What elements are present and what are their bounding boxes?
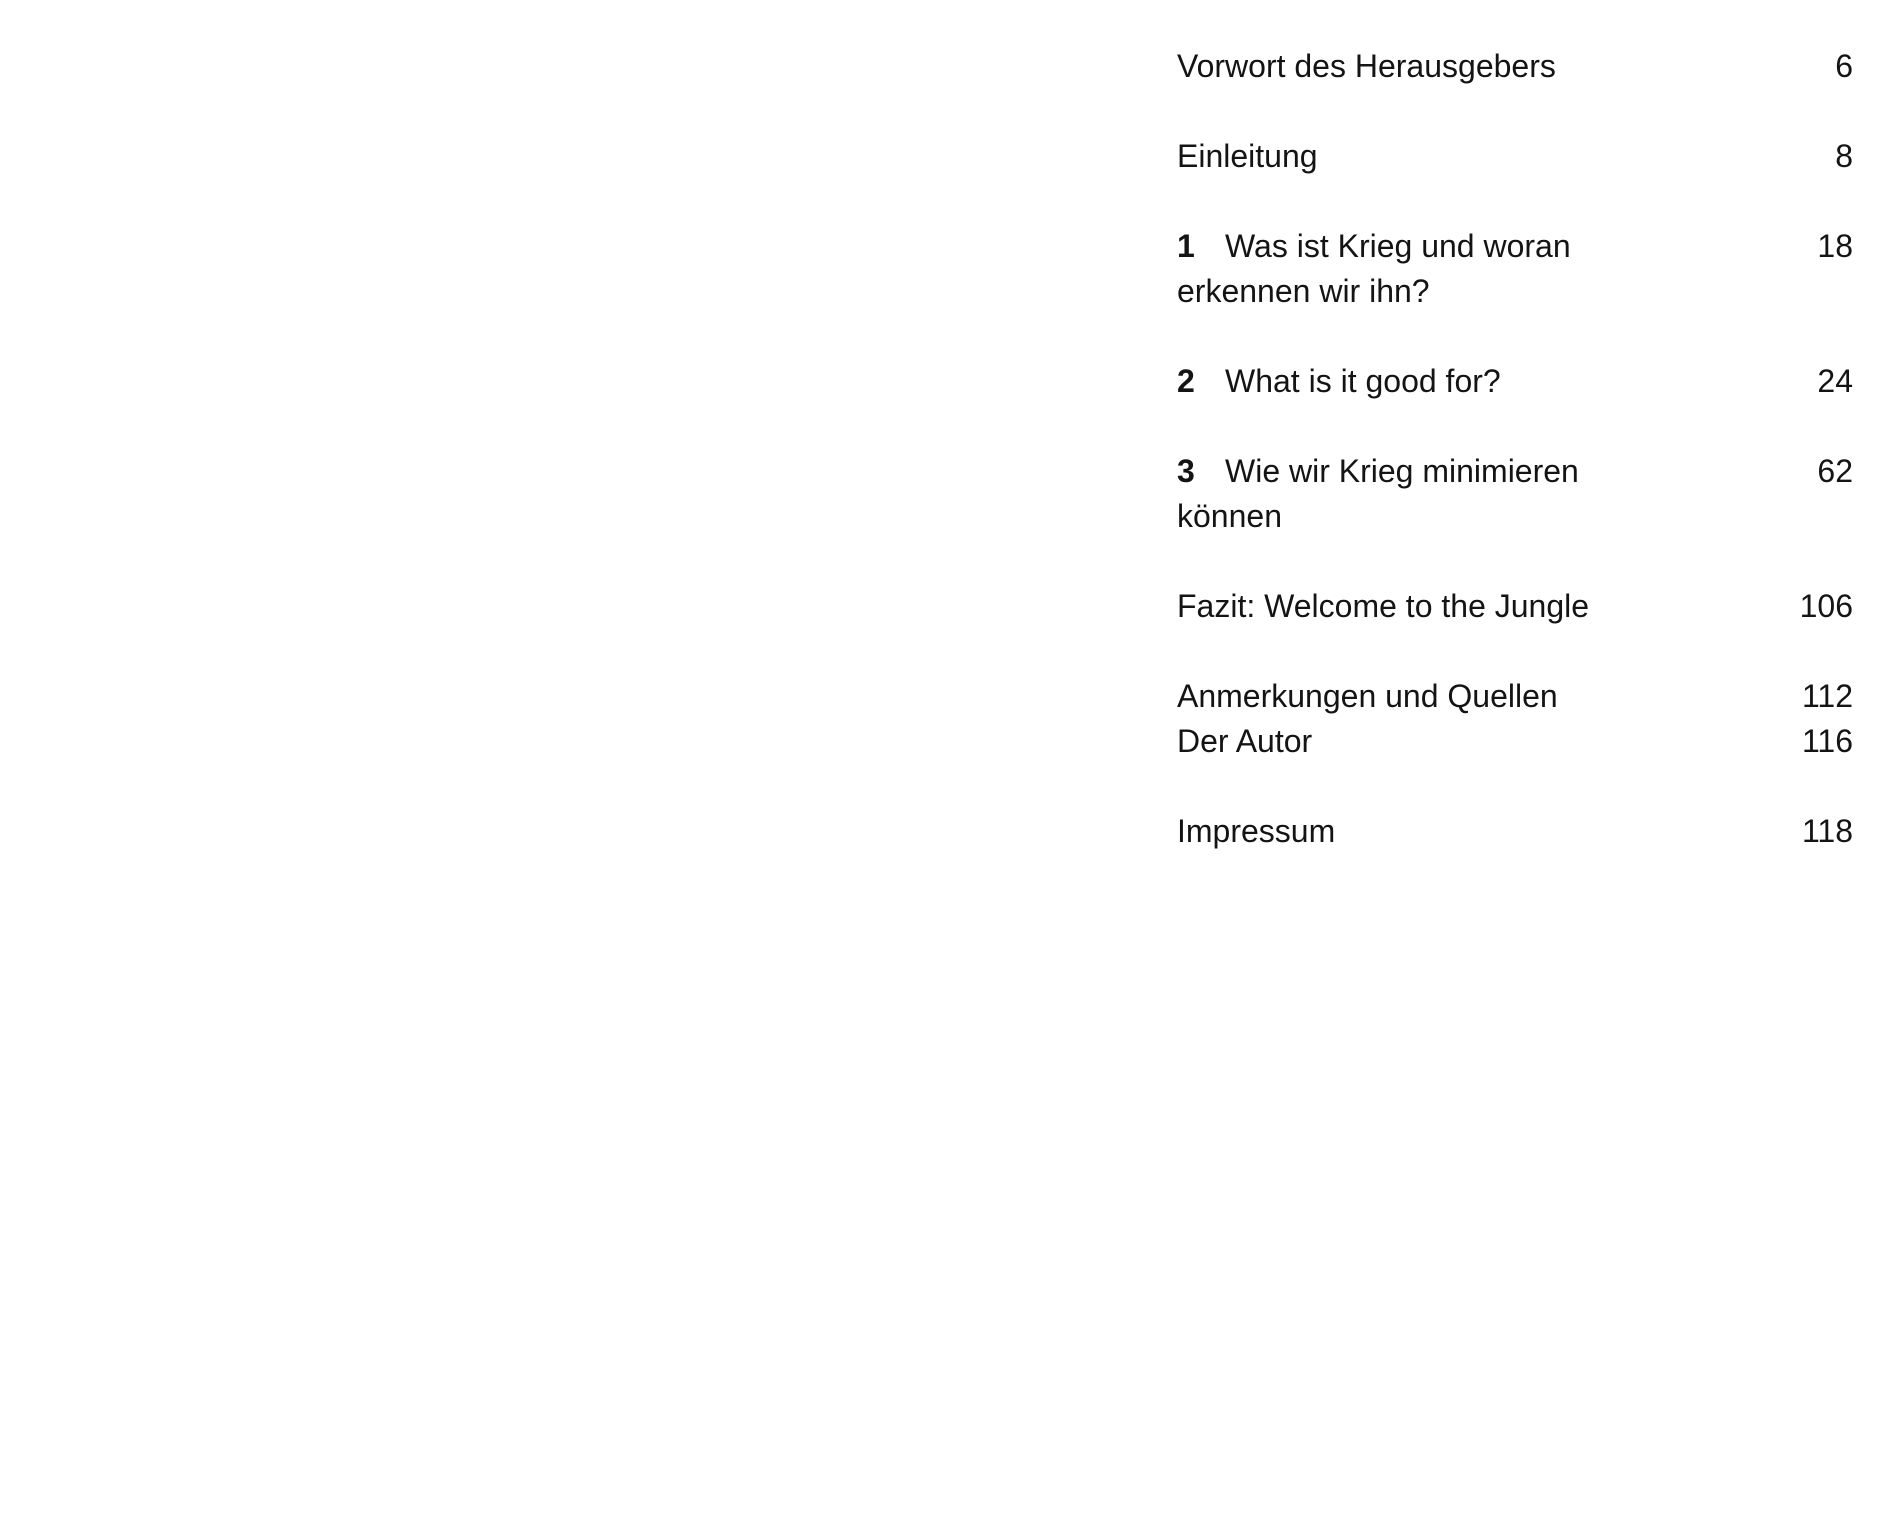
toc-entry-title: Anmerkungen und Quellen [1177,678,1558,714]
toc-entry-vorwort [1177,44,1853,89]
toc-entry-page: 18 [1817,228,1853,264]
chapter-title-line-1: Was ist Krieg und woran [1225,228,1571,264]
chapter-title-line-2: erkennen wir ihn? [1177,273,1430,309]
chapter-number: 1 [1177,228,1195,264]
toc-entry-page: 118 [1801,813,1853,849]
chapter-number: 3 [1177,453,1195,489]
toc-entry-title [1177,224,1647,314]
toc-entry-chapter-3 [1177,449,1853,539]
chapter-title: What is it good for? [1225,363,1501,399]
toc-entry-page: 8 [1835,138,1853,174]
toc-entry-title [1177,359,1647,404]
toc-entry-page: 62 [1817,453,1853,489]
table-of-contents [1177,44,1853,854]
toc-entry-page: 112 [1801,678,1853,714]
toc-entry-chapter-2 [1177,359,1853,404]
toc-entry-page: 116 [1801,723,1853,759]
toc-entry-einleitung [1177,134,1853,179]
chapter-title-line-1: Wie wir Krieg minimieren [1225,453,1579,489]
toc-entry-chapter-1 [1177,224,1853,314]
toc-entry-anmerkungen [1177,674,1853,719]
toc-entry-title: Vorwort des Herausgebers [1177,48,1556,84]
toc-entry-title: Einleitung [1177,138,1318,174]
toc-entry-autor [1177,719,1853,764]
toc-entry-title: Der Autor [1177,723,1313,759]
toc-entry-title: Impressum [1177,813,1336,849]
toc-entry-page: 24 [1817,363,1853,399]
toc-entry-page: 6 [1835,48,1853,84]
toc-entry-page: 106 [1799,588,1853,624]
chapter-number: 2 [1177,363,1195,399]
toc-entry-fazit [1177,584,1853,629]
toc-entry-title: Fazit: Welcome to the Jungle [1177,588,1590,624]
toc-entry-impressum [1177,809,1853,854]
chapter-title-line-2: können [1177,498,1282,534]
toc-entry-title [1177,449,1647,539]
